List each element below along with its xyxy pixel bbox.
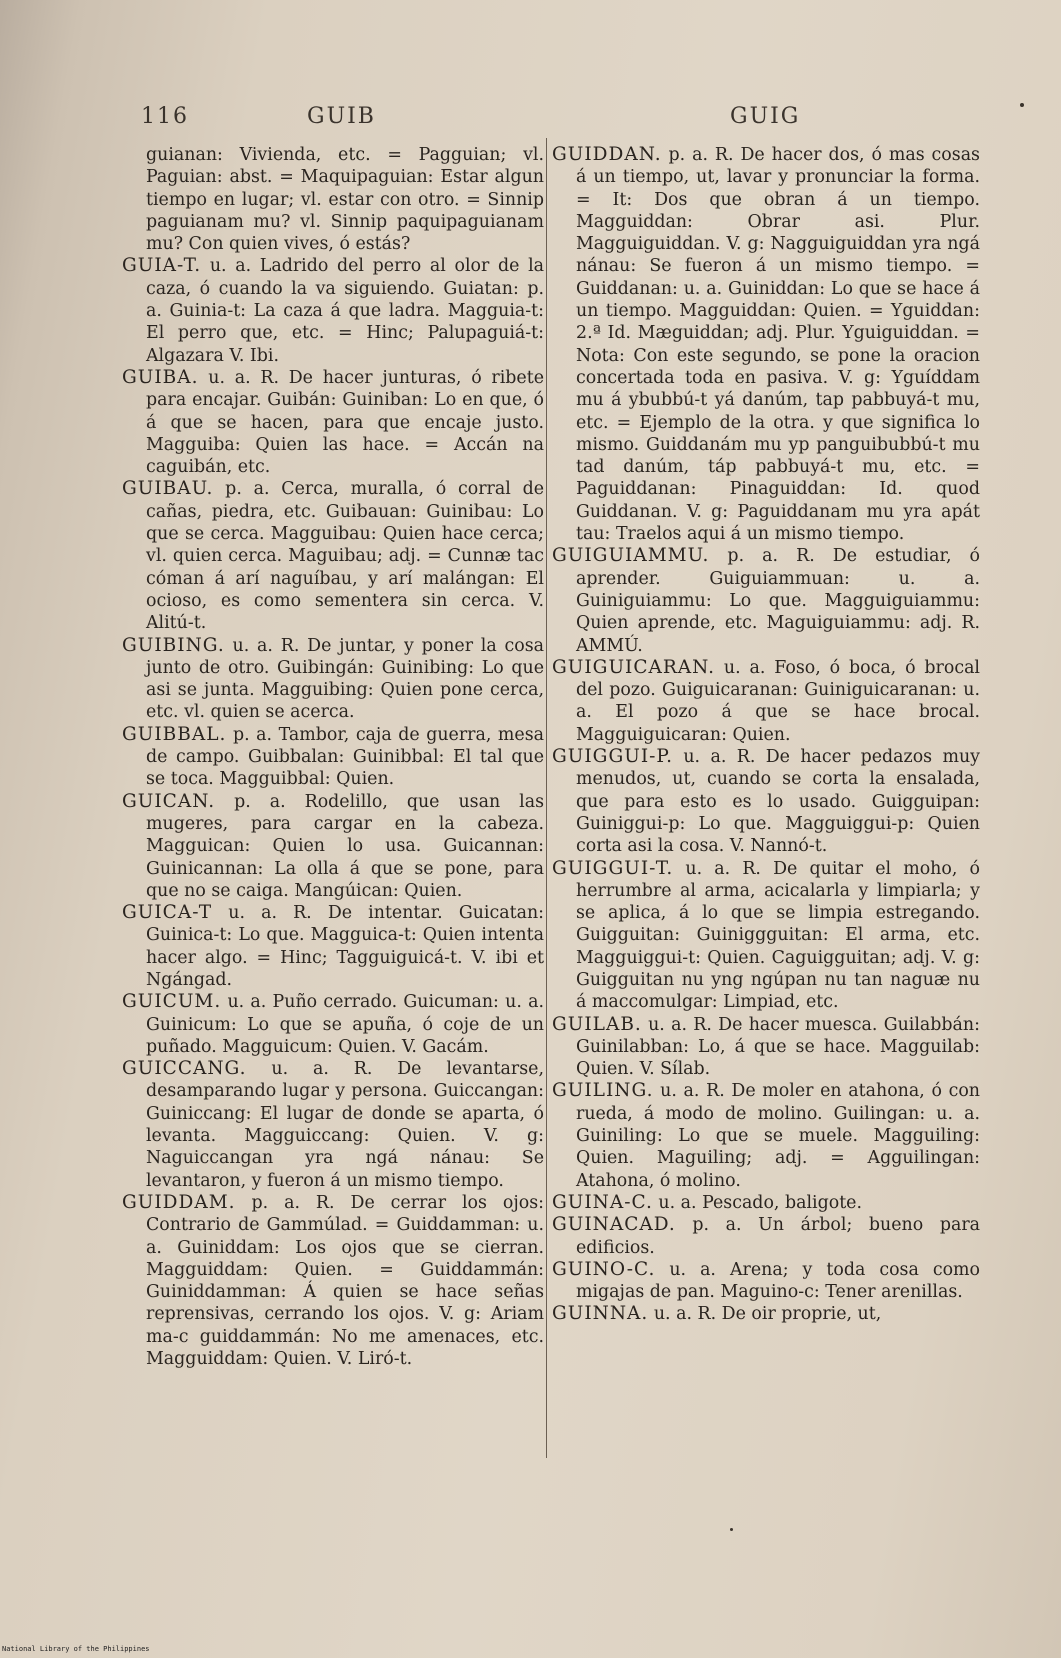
entry-headword: GUINA-C. bbox=[552, 1191, 653, 1213]
entry-definition: u. a. R. De hacer muesca. Guilabbán: Guinilabban: Lo, á que se hace. Magguilab: Quien. V. Sílab. bbox=[576, 1014, 980, 1080]
dictionary-entry bbox=[552, 1303, 980, 1325]
dictionary-entry bbox=[552, 144, 980, 545]
left-guide-word: GUIB bbox=[307, 104, 376, 129]
dictionary-entry bbox=[552, 1214, 980, 1259]
entry-definition: u. a. R. De hacer junturas, ó ribete para encajar. Guibán: Guiniban: Lo en que, ó á que se hacen, para que encaje justo. Magguiba: Quien las hace. = Accán na caguibán, etc. bbox=[146, 367, 544, 478]
entry-headword: GUICCANG. bbox=[122, 1058, 247, 1080]
entry-definition: p. a. Cerca, muralla, ó corral de cañas, piedra, etc. Guibauan: Guinibau: Lo que se cerca. Magguibau: Quien hace cerca; vl. quien cerca. Maguibau; adj. = Cunnæ tac cóman á arí naguíbau, y arí malángan: El ocioso, es como sementera sin cerca. V. Alitú-t. bbox=[146, 479, 544, 634]
dictionary-entry bbox=[122, 791, 544, 902]
entry-definition: p. a. R. De estudiar, ó aprender. Guiguiammuan: u. a. Guiniguiammu: Lo que. Magguiguiammu: Quien aprende, etc. Maguiguiammu: adj. R. AMMÚ. bbox=[576, 546, 980, 656]
dictionary-entry bbox=[122, 991, 544, 1058]
dictionary-entry bbox=[122, 724, 544, 791]
dictionary-entry bbox=[552, 1259, 980, 1304]
dictionary-entry bbox=[552, 657, 980, 746]
entry-headword: GUICAN. bbox=[122, 790, 216, 812]
entry-definition: p. a. Rodelillo, que usan las mugeres, para cargar en la cabeza. Magguican: Quien lo usa. Guicannan: Guinicannan: La olla á que se pone, para que no se caiga. Mangúican: Quien. bbox=[146, 791, 544, 901]
entry-headword: GUICUM. bbox=[122, 991, 222, 1013]
entry-headword: GUIGGUI-T. bbox=[552, 857, 674, 879]
entry-headword: GUIGGUI-P. bbox=[552, 746, 673, 768]
dictionary-entry bbox=[552, 1080, 980, 1191]
page-number: 116 bbox=[141, 104, 189, 129]
entry-headword: GUIGUICARAN. bbox=[552, 656, 716, 678]
entry-headword: GUILAB. bbox=[552, 1013, 642, 1035]
entry-headword: GUINNA. bbox=[552, 1303, 649, 1325]
entry-definition: u. a. R. De oir proprie, ut, bbox=[648, 1304, 882, 1325]
entry-definition: u. a. R. De hacer pedazos muy menudos, ut, cuando se corta la ensalada, que para esto es lo usado. Guigguipan: Guiniggui-p: Lo que. Magguiggui-p: Quien corta asi la cosa. V. Nannó-t. bbox=[576, 747, 980, 857]
entry-definition: u. a. R. De juntar, y poner la cosa junto de otro. Guibingán: Guinibing: Lo que asi se junta. Magguibing: Quien pone cerca, etc. vl. quien se acerca. bbox=[146, 635, 544, 723]
entry-headword: GUIBBAL. bbox=[122, 723, 227, 745]
entry-definition: p. a. R. De cerrar los ojos: Contrario de Gammúlad. = Guiddamman: u. a. Guiniddam: Los ojos que se cierran. Magguiddam: Quien. = Guiddammán: Guiniddamman: Á quien se hace señas reprensivas, cerrando los ojos. V. g: Ariam ma-c guiddammán: No me amenaces, etc. Magguiddam: Quien. V. Liró-t. bbox=[146, 1192, 544, 1370]
entry-definition: u. a. R. De levantarse, desamparando lugar y persona. Guiccangan: Guiniccang: El lugar de donde se aparta, ó levanta. Magguiccang: Quien. V. g: Naguiccangan yra ngá nánau: Se levantaron, y fueron á un mismo tiempo. bbox=[146, 1059, 544, 1191]
entry-definition: u. a. Puño cerrado. Guicuman: u. a. Guinicum: Lo que se apuña, ó coje de un puñado. Magguicum: Quien. V. Gacám. bbox=[146, 992, 544, 1057]
running-header bbox=[0, 104, 1061, 144]
entry-headword: GUILING. bbox=[552, 1080, 654, 1102]
left-column bbox=[122, 144, 544, 1370]
right-guide-word: GUIG bbox=[730, 104, 801, 129]
dictionary-entry bbox=[122, 1058, 544, 1192]
dictionary-entry bbox=[122, 255, 544, 366]
dictionary-entry bbox=[122, 144, 544, 255]
entry-headword: GUIGUIAMMU. bbox=[552, 545, 710, 567]
entry-headword: GUINACAD. bbox=[552, 1214, 676, 1236]
entry-headword: GUIBING. bbox=[122, 634, 225, 656]
right-column bbox=[552, 144, 980, 1326]
entry-definition: p. a. Un árbol; bueno para edificios. bbox=[576, 1215, 980, 1258]
entry-headword: GUINO-C. bbox=[552, 1258, 656, 1280]
entry-headword: GUIDDAM. bbox=[122, 1191, 236, 1213]
entry-definition: p. a. R. De hacer dos, ó mas cosas á un tiempo, ut, lavar y pronunciar la forma. = It: Dos que obran á un tiempo. Magguiddan: Obrar asi. Plur. Magguiguiddan. V. g: Nagguiguiddan yra ngá nánau: Se fueron á un mismo tiempo. = Guiddanan: u. a. Guiniddan: Lo que se hace á un tiempo. Magguiddan: Quien. = Yguiddan: 2.ª Id. Mæguiddan; adj. Plur. Yguiguiddan. = Nota: Con este segundo, se pone la oracion concertada toda en pasiva. V. g: Yguíddam mu á ybubbú-t yá danúm, tap pabbuyá-t mu, etc. = Ejemplo de la otra. y que significa lo mismo. Guiddanám mu yp panguibubbú-t mu tad danúm, táp pabbuyá-t mu, etc. = Paguiddanan: Pinaguiddan: Id. quod Guiddanan. V. g: Paguiddanam mu yra apát tau: Traelos aqui á un mismo tiempo. bbox=[576, 145, 980, 545]
entry-definition: u. a. R. De moler en atahona, ó con rueda, á modo de molino. Guilingan: u. a. Guiniling: Lo que se muele. Magguiling: Quien. Maguiling; adj. = Agguilingan: Atahona, ó molino. bbox=[576, 1081, 980, 1191]
dictionary-entry bbox=[122, 367, 544, 478]
entry-headword: GUIBA. bbox=[122, 366, 199, 388]
dictionary-entry bbox=[122, 635, 544, 724]
entry-definition: u. a. Foso, ó boca, ó brocal del pozo. Guiguicaranan: Guiniguicaranan: u. a. El pozo á que se hace brocal. Magguiguicaran: Quien. bbox=[576, 657, 980, 745]
dictionary-entry bbox=[552, 746, 980, 857]
entry-definition: u. a. Ladrido del perro al olor de la caza, ó cuando la va siguiendo. Guiatan: p. a. Guinia-t: La caza á que ladra. Magguia-t: El perro que, etc. = Hinc; Palupaguiá-t: Algazara V. Ibi. bbox=[146, 256, 544, 366]
entry-definition: u. a. Arena; y toda cosa como migajas de pan. Maguino-c: Tener arenillas. bbox=[576, 1259, 980, 1303]
dictionary-entry bbox=[122, 478, 544, 634]
entry-headword: GUICA-T bbox=[122, 902, 213, 924]
column-divider bbox=[546, 138, 547, 1458]
dictionary-entry bbox=[552, 1192, 980, 1214]
ink-speck bbox=[730, 1528, 733, 1531]
entry-definition: u. a. R. De intentar. Guicatan: Guinica-t: Lo que. Magguica-t: Quien intenta hacer algo. = Hinc; Tagguiguicá-t. V. ibi et Ngángad. bbox=[146, 903, 544, 990]
entry-definition: u. a. Pescado, baligote. bbox=[652, 1192, 863, 1213]
dictionary-entry bbox=[552, 545, 980, 656]
entry-headword: GUIA-T. bbox=[122, 255, 202, 277]
dictionary-entry bbox=[122, 902, 544, 991]
entry-definition: u. a. R. De quitar el moho, ó herrumbre al arma, acicalarla y limpiarla; y se aplica, á lo que se limpia estregando. Guigguitan: Guiniggguitan: El arma, etc. Magguiggui-t: Quien. Caguigguitan; adj. V. g: Guigguitan nu yng ngúpan nu tan naguæ nu á maccomulgar: Limpiad, etc. bbox=[576, 858, 980, 1013]
entry-definition: guianan: Vivienda, etc. = Pagguian; vl. Paguian: abst. = Maquipaguian: Estar algun tiempo en lugar; vl. estar con otro. = Sinnip paguianam mu? vl. Sinnip paquipaguianam mu? Con quien vives, ó estás? bbox=[146, 145, 544, 255]
ink-speck bbox=[1020, 103, 1024, 107]
library-watermark: National Library of the Philippines bbox=[2, 1645, 150, 1653]
dictionary-entry bbox=[552, 858, 980, 1014]
entry-headword: GUIBAU. bbox=[122, 478, 214, 500]
dictionary-entry bbox=[122, 1192, 544, 1370]
entry-definition: p. a. Tambor, caja de guerra, mesa de campo. Guibbalan: Guinibbal: El tal que se toca. Magguibbal: Quien. bbox=[146, 724, 544, 790]
dictionary-entry bbox=[552, 1014, 980, 1081]
entry-headword: GUIDDAN. bbox=[552, 144, 662, 165]
